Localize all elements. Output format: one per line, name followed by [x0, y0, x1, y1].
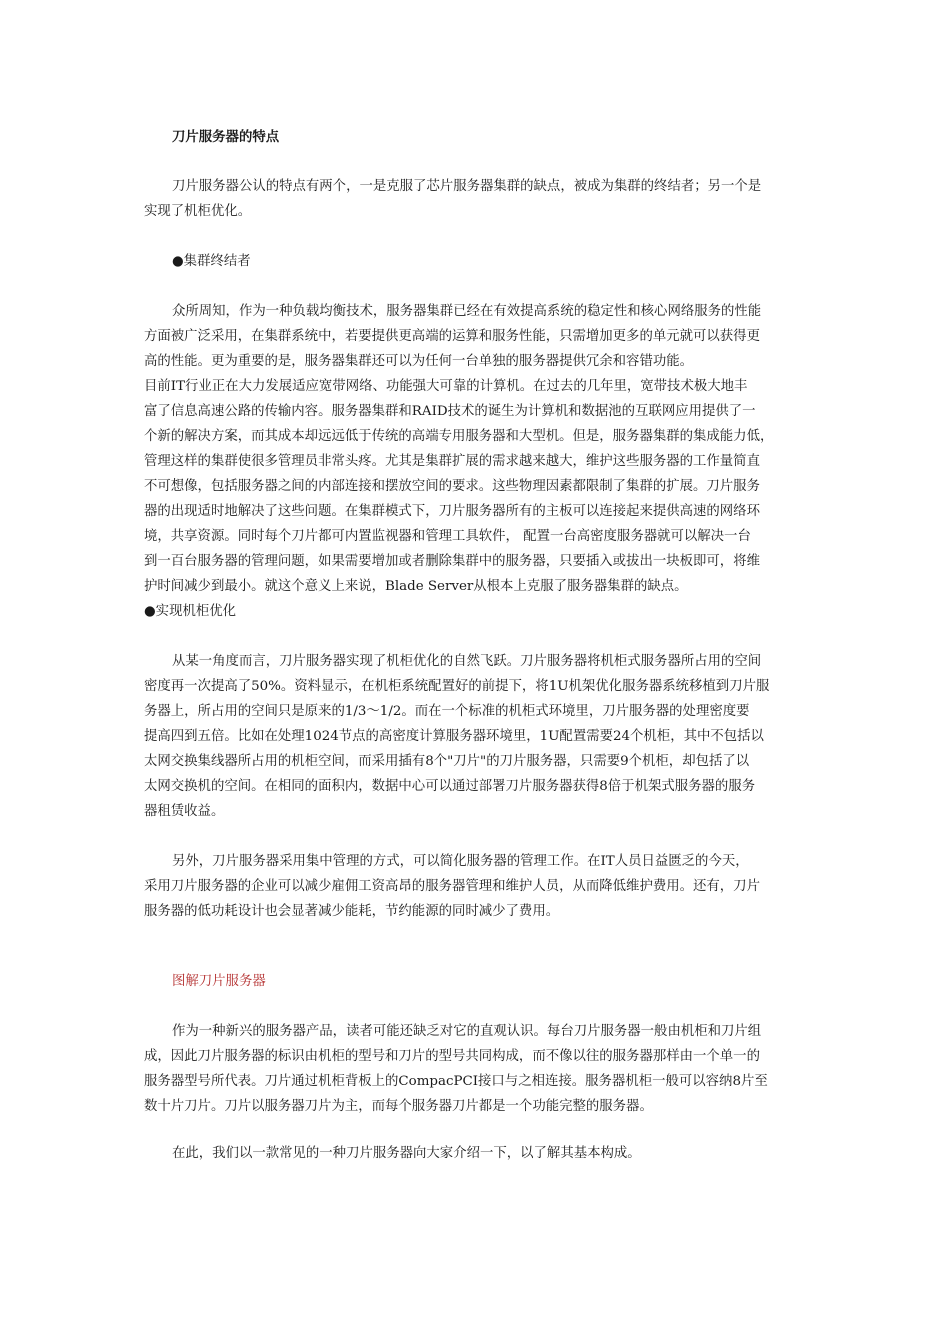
intro-line: 刀片服务器公认的特点有两个，一是克服了芯片服务器集群的缺点，被成为集群的终结者；另一个是 — [172, 179, 762, 194]
paragraph-line: 到一百台服务器的管理问题，如果需要增加或者删除集群中的服务器，只要插入或拔出一块板即可，将维 — [144, 554, 760, 569]
paragraph-line: 另外，刀片服务器采用集中管理的方式，可以简化服务器的管理工作。在IT人员日益匮乏的今天， — [172, 854, 749, 869]
paragraph-line: 数十片刀片。刀片以服务器刀片为主，而每个服务器刀片都是一个功能完整的服务器。 — [144, 1099, 653, 1114]
paragraph-line: 管理这样的集群使很多管理员非常头疼。尤其是集群扩展的需求越来越大，维护这些服务器的工作量简直 — [144, 454, 760, 469]
paragraph-line: 太网交换机的空间。在相同的面积内，数据中心可以通过部署刀片服务器获得8倍于机架式服务器的服务 — [144, 779, 756, 794]
paragraph-line: 从某一角度而言，刀片服务器实现了机柜优化的自然飞跃。刀片服务器将机柜式服务器所占用的空间 — [172, 654, 762, 669]
paragraph-line: 境，共享资源。同时每个刀片都可内置监视器和管理工具软件， 配置一台高密度服务器就可以解决一台 — [144, 529, 751, 544]
paragraph-line: 作为一种新兴的服务器产品，读者可能还缺乏对它的直观认识。每台刀片服务器一般由机柜和刀片组 — [172, 1024, 762, 1039]
paragraph-line: 个新的解决方案，而其成本却远远低于传统的高端专用服务器和大型机。但是，服务器集群的集成能力低， — [144, 429, 774, 444]
section-heading-illustrated: 图解刀片服务器 — [172, 974, 266, 989]
paragraph-line: 器的出现适时地解决了这些问题。在集群模式下，刀片服务器所有的主板可以连接起来提供高速的网络环 — [144, 504, 760, 519]
paragraph-line: 高的性能。更为重要的是，服务器集群还可以为任何一台单独的服务器提供冗余和容错功能。 — [144, 354, 694, 369]
paragraph-line: 太网交换集线器所占用的机柜空间，而采用插有8个"刀片"的刀片服务器，只需要9个机柜，却包括了以 — [144, 754, 750, 769]
paragraph-line: 务器上，所占用的空间只是原来的1/3～1/2。而在一个标准的机柜式环境里，刀片服务器的处理密度要 — [144, 704, 750, 719]
paragraph-line: 成，因此刀片服务器的标识由机柜的型号和刀片的型号共同构成，而不像以往的服务器那样由一个单一的 — [144, 1049, 760, 1064]
paragraph-line: 提高四到五倍。比如在处理1024节点的高密度计算服务器环境里，1U配置需要24个机柜，其中不包括以 — [144, 729, 764, 744]
paragraph-line: 器租赁收益。 — [144, 804, 225, 819]
section-heading-cluster-terminator: ●集群终结者 — [172, 254, 251, 269]
paragraph-line: 采用刀片服务器的企业可以减少雇佣工资高昂的服务器管理和维护人员，从而降低维护费用。还有，刀片 — [144, 879, 760, 894]
paragraph-line: 服务器型号所代表。刀片通过机柜背板上的CompacPCI接口与之相连接。服务器机柜一般可以容纳8片至 — [144, 1074, 768, 1089]
paragraph-line: 目前IT行业正在大力发展适应宽带网络、功能强大可靠的计算机。在过去的几年里，宽带技术极大地丰 — [144, 379, 748, 394]
paragraph-line: 众所周知，作为一种负载均衡技术，服务器集群已经在有效提高系统的稳定性和核心网络服务的性能 — [172, 304, 762, 319]
section-heading-rack-optimization: ●实现机柜优化 — [144, 604, 237, 619]
closing-line: 在此，我们以一款常见的一种刀片服务器向大家介绍一下，以了解其基本构成。 — [172, 1146, 641, 1161]
intro-line: 实现了机柜优化。 — [144, 204, 252, 219]
document-title: 刀片服务器的特点 — [172, 129, 280, 145]
paragraph-line: 富了信息高速公路的传输内容。服务器集群和RAID技术的诞生为计算机和数据池的互联网应用提供了一 — [144, 404, 756, 419]
paragraph-line: 方面被广泛采用，在集群系统中，若要提供更高端的运算和服务性能，只需增加更多的单元就可以获得更 — [144, 329, 760, 344]
paragraph-line: 密度再一次提高了50%。资料显示，在机柜系统配置好的前提下，将1U机架优化服务器系统移植到刀片服 — [144, 679, 770, 694]
paragraph-line: 不可想像，包括服务器之间的内部连接和摆放空间的要求。这些物理因素都限制了集群的扩展。刀片服务 — [144, 479, 760, 494]
paragraph-line: 护时间减少到最小。就这个意义上来说，Blade Server从根本上克服了服务器集群的缺点。 — [144, 579, 688, 594]
paragraph-line: 服务器的低功耗设计也会显著减少能耗，节约能源的同时减少了费用。 — [144, 904, 560, 919]
